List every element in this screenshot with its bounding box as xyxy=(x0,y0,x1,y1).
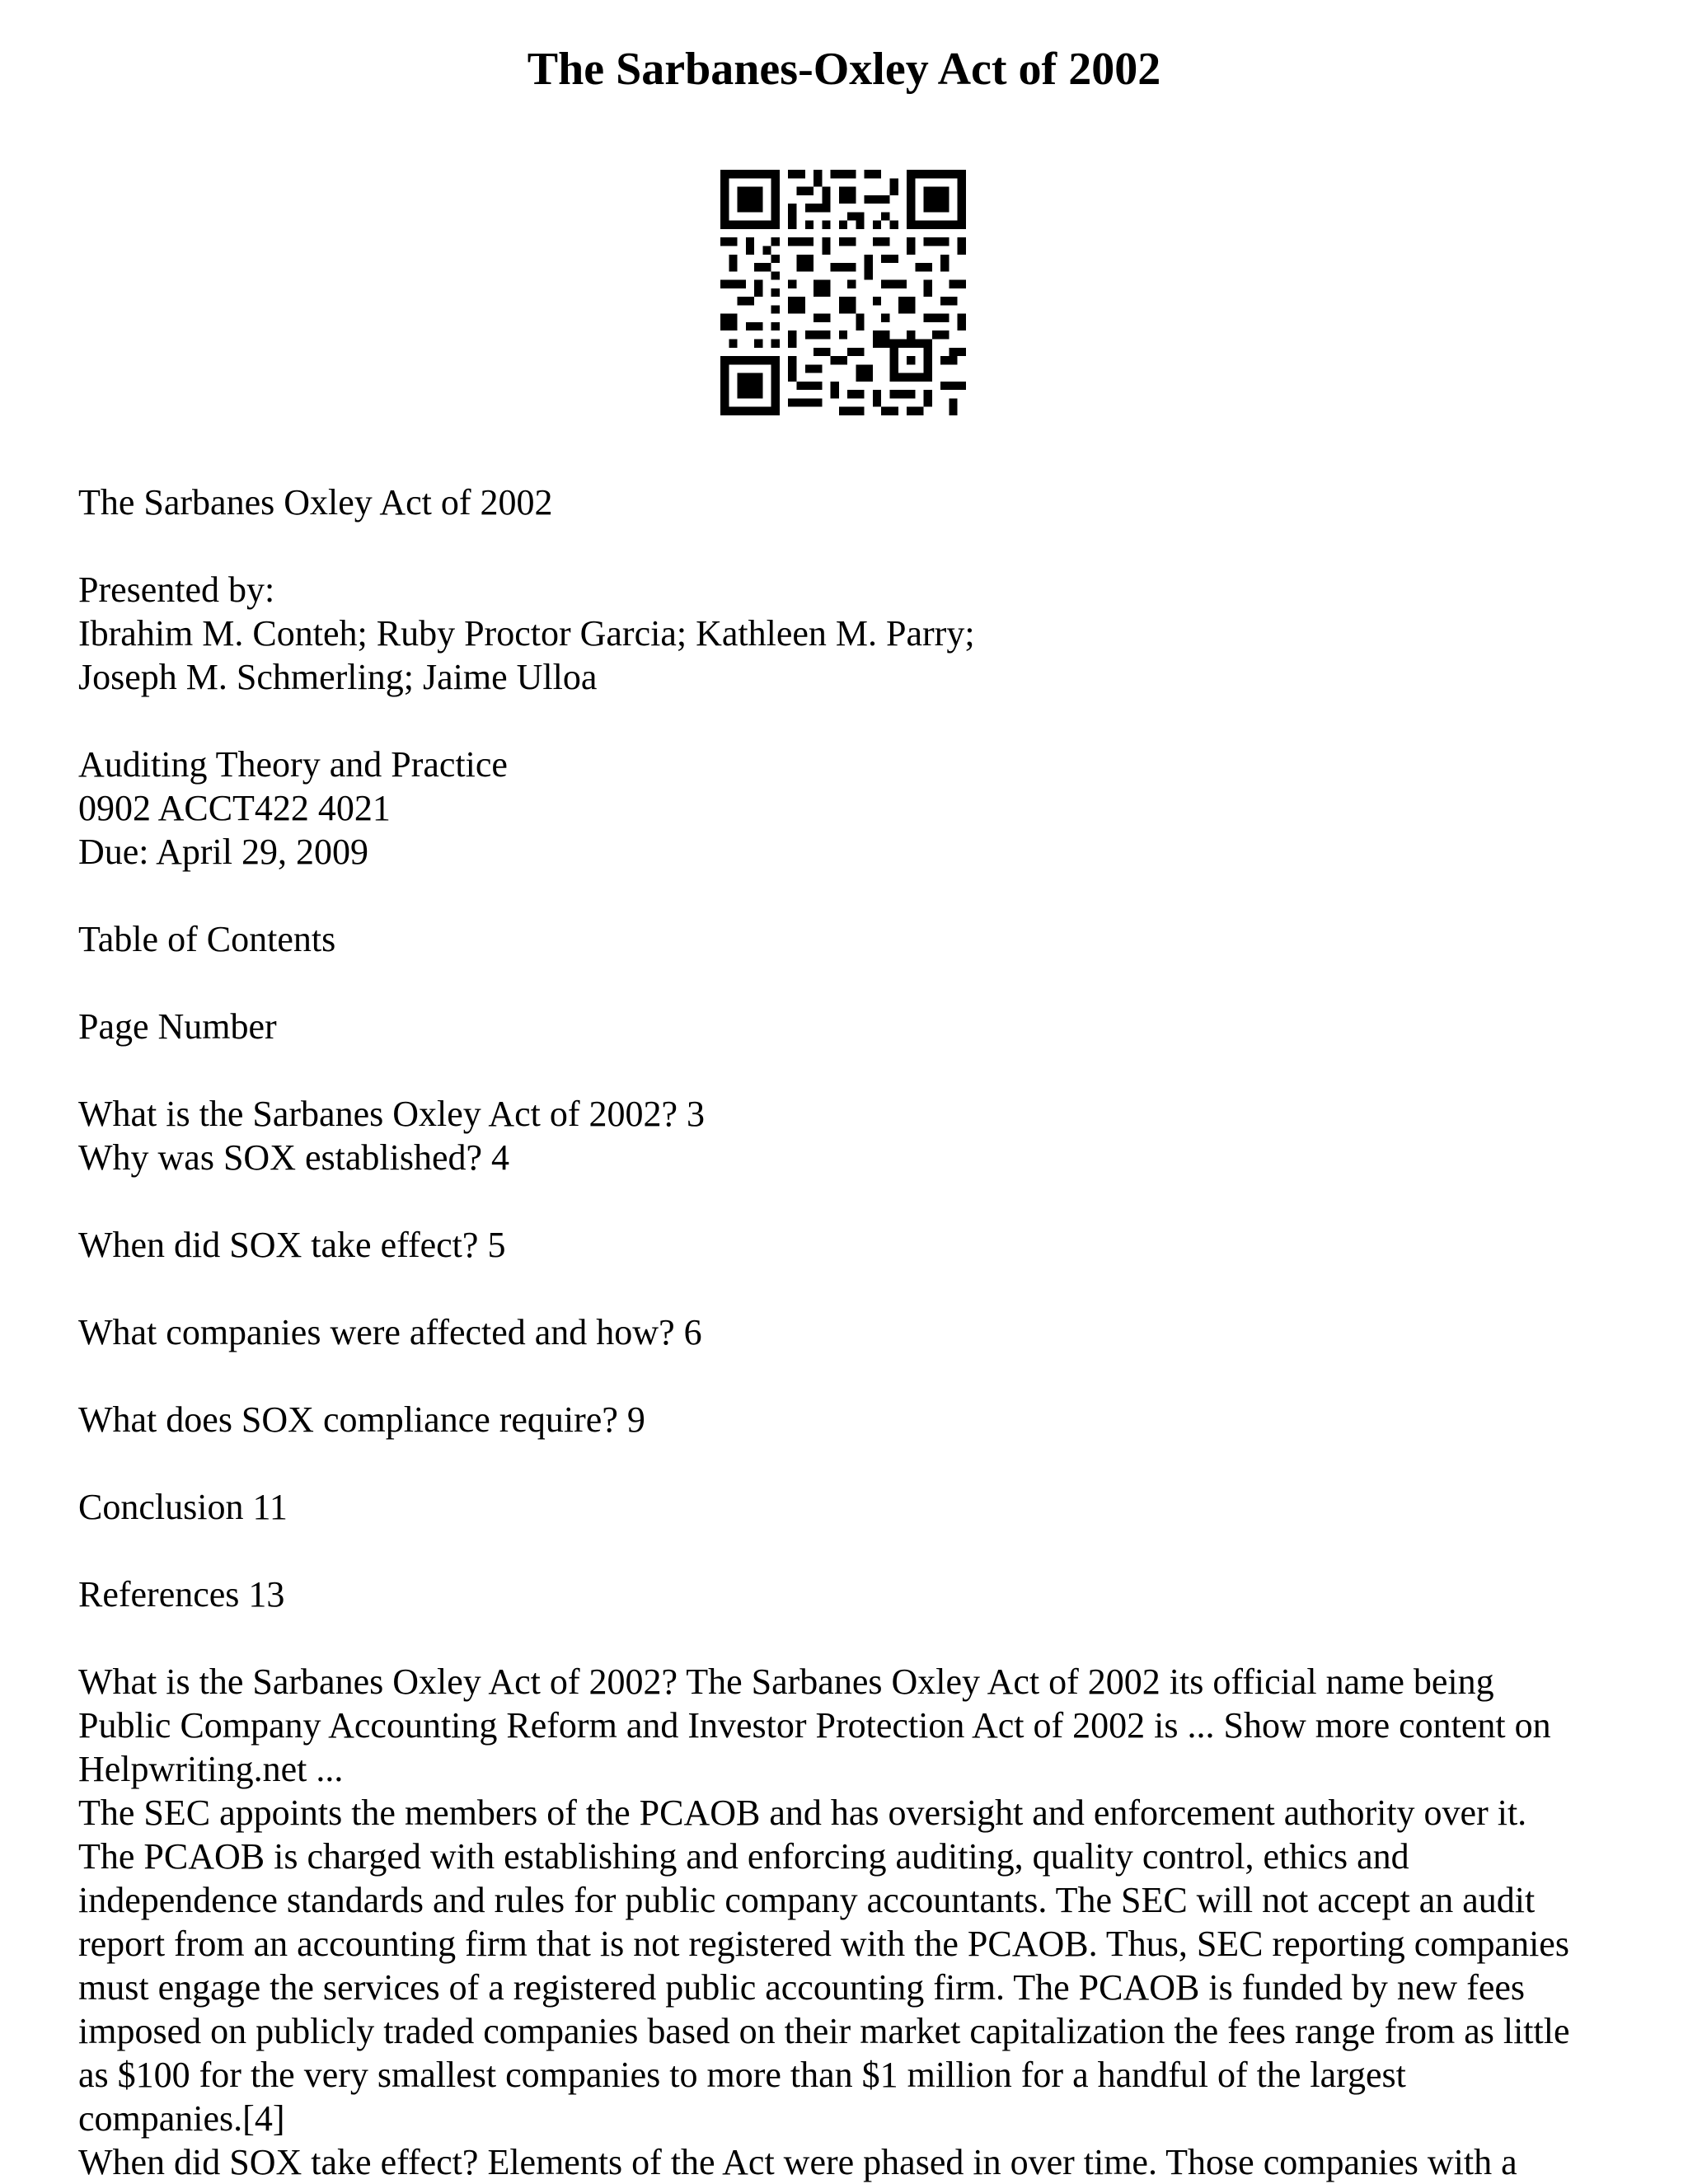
body-paragraph-2 xyxy=(78,1791,1628,2140)
presented-by-label: Presented by: xyxy=(78,569,275,610)
toc-entry: What is the Sarbanes Oxley Act of 2002? 3 xyxy=(78,1094,706,1134)
toc-entry: Why was SOX established? 4 xyxy=(78,1137,510,1178)
qr-code-icon xyxy=(720,170,966,415)
toc-entry: What does SOX compliance require? 9 xyxy=(78,1399,645,1440)
body-line: Helpwriting.net ... xyxy=(78,1749,344,1789)
body-line: The PCAOB is charged with establishing and enforcing auditing, quality control, ethics and xyxy=(78,1836,1409,1877)
document-title: The Sarbanes-Oxley Act of 2002 xyxy=(527,44,1161,95)
body-line: independence standards and rules for public company accountants. The SEC will not accept an audit xyxy=(78,1880,1536,1920)
body-line: report from an accounting firm that is not registered with the PCAOB. Thus, SEC reporting companies xyxy=(78,1924,1569,1964)
body-line: imposed on publicly traded companies based on their market capitalization the fees range from as little xyxy=(78,2011,1570,2051)
authors-line-2: Joseph M. Schmerling; Jaime Ulloa xyxy=(78,657,598,697)
page-number-heading: Page Number xyxy=(78,1006,277,1047)
body-line: The SEC appoints the members of the PCAOB and has oversight and enforcement authority over it. xyxy=(78,1793,1527,1833)
body-line: must engage the services of a registered public accounting firm. The PCAOB is funded by new fees xyxy=(78,1967,1526,2008)
toc-entry: What companies were affected and how? 6 xyxy=(78,1312,702,1352)
toc-entry: References 13 xyxy=(78,1574,285,1615)
body-line: When did SOX take effect? Elements of the Act were phased in over time. Those companies with a xyxy=(78,2142,1517,2182)
due-date: Due: April 29, 2009 xyxy=(78,832,368,872)
body-line: What is the Sarbanes Oxley Act of 2002? The Sarbanes Oxley Act of 2002 its official name being xyxy=(78,1661,1494,1702)
body-paragraph-1 xyxy=(78,1660,1628,1791)
document-heading: The Sarbanes Oxley Act of 2002 xyxy=(78,482,553,523)
authors-line-1: Ibrahim M. Conteh; Ruby Proctor Garcia; Kathleen M. Parry; xyxy=(78,613,975,654)
body-paragraph-3 xyxy=(78,2140,1628,2184)
body-line: as $100 for the very smallest companies to more than $1 million for a handful of the largest xyxy=(78,2055,1406,2095)
toc-entry: Conclusion 11 xyxy=(78,1487,288,1527)
body-line: companies.[4] xyxy=(78,2098,285,2139)
body-line: Public Company Accounting Reform and Investor Protection Act of 2002 is ... Show more content on xyxy=(78,1705,1551,1746)
course-code: 0902 ACCT422 4021 xyxy=(78,788,391,828)
toc-heading: Table of Contents xyxy=(78,919,336,959)
document-content xyxy=(78,480,1628,2184)
course-name: Auditing Theory and Practice xyxy=(78,744,508,785)
toc-entry: When did SOX take effect? 5 xyxy=(78,1225,506,1265)
